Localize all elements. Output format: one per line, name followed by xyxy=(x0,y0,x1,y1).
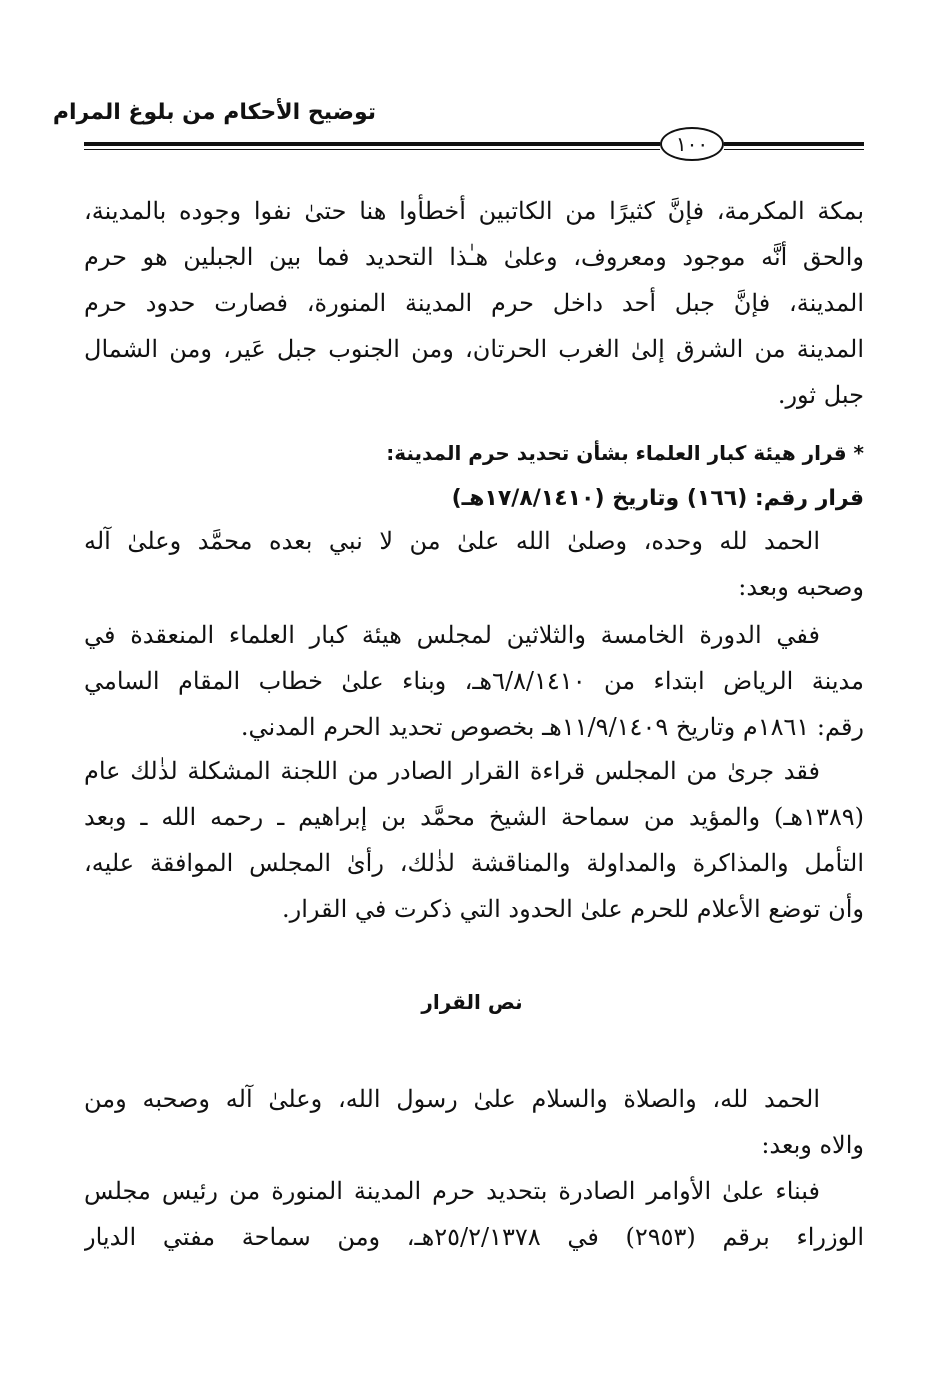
decision-reference: قرار رقم: (١٦٦) وتاريخ (١٧/٨/١٤١٠هـ) xyxy=(451,486,864,511)
text-line: وأن توضع الأعلام للحرم علىٰ الحدود التي ذكرت في القرار. xyxy=(282,895,864,923)
text-line: بمكة المكرمة، فإنَّ كثيرًا من الكاتبين أخطأوا هنا حتىٰ نفوا وجوده بالمدينة، xyxy=(84,197,864,225)
paragraph-3 xyxy=(84,612,864,750)
header-rule-right xyxy=(724,142,864,146)
paragraph-6 xyxy=(84,1168,864,1260)
text-line: والحق أنَّه موجود ومعروف، وعلىٰ هـٰذا التحديد فما بين الجبلين هو حرم xyxy=(84,243,864,271)
text-line: وصحبه وبعد: xyxy=(738,573,864,601)
paragraph-5 xyxy=(84,1076,864,1168)
text-line: مدينة الرياض ابتداء من ٦/٨/١٤١٠هـ، وبناء علىٰ خطاب المقام السامي xyxy=(84,667,864,695)
paragraph-4 xyxy=(84,748,864,932)
text-line: الوزراء برقم (٢٩٥٣) في ٢٥/٢/١٣٧٨هـ، ومن سماحة مفتي الديار xyxy=(84,1223,864,1251)
text-line: الحمد لله، والصلاة والسلام علىٰ رسول الله، وعلىٰ آله وصحبه ومن xyxy=(84,1085,820,1113)
header-rule-left-thin xyxy=(84,149,660,150)
text-line: المدينة من الشرق إلىٰ الغرب الحرتان، ومن الجنوب جبل عَير، ومن الشمال xyxy=(84,335,864,363)
text-line: (١٣٨٩هـ) والمؤيد من سماحة الشيخ محمَّد بن إبراهيم ـ رحمه الله ـ وبعد xyxy=(84,803,864,831)
header-rule-left xyxy=(84,142,660,146)
text-line: فقد جرىٰ من المجلس قراءة القرار الصادر من اللجنة المشكلة لذٰلك عام xyxy=(84,757,820,785)
decision-text-heading: نص القرار xyxy=(421,990,523,1014)
text-line: فبناء علىٰ الأوامر الصادرة بتحديد حرم المدينة المنورة من رئيس مجلس xyxy=(84,1177,820,1205)
text-line: ففي الدورة الخامسة والثلاثين لمجلس هيئة كبار العلماء المنعقدة في xyxy=(84,621,821,649)
section-heading-block xyxy=(84,430,864,522)
text-line: التأمل والمذاكرة والمداولة والمناقشة لذٰلك، رأىٰ المجلس الموافقة عليه، xyxy=(84,849,864,877)
text-line: جبل ثور. xyxy=(777,381,864,409)
text-line: المدينة، فإنَّ جبل أحد داخل حرم المدينة المنورة، فصارت حدود حرم xyxy=(84,289,864,317)
text-line: الحمد لله وحده، وصلىٰ الله علىٰ من لا نبي بعده محمَّد وعلىٰ آله xyxy=(84,527,820,555)
section-heading: * قرار هيئة كبار العلماء بشأن تحديد حرم المدينة: xyxy=(386,441,864,465)
page-number: ١٠٠ xyxy=(660,127,724,161)
text-line: رقم: ١٨٦١م وتاريخ ١١/٩/١٤٠٩هـ بخصوص تحديد الحرم المدني. xyxy=(240,713,864,741)
paragraph-1 xyxy=(84,188,864,418)
text-line: والاه وبعد: xyxy=(761,1131,864,1159)
running-title: توضيح الأحكام من بلوغ المرام xyxy=(52,100,376,125)
header-rule-right-thin xyxy=(724,149,864,150)
paragraph-2 xyxy=(84,518,864,610)
